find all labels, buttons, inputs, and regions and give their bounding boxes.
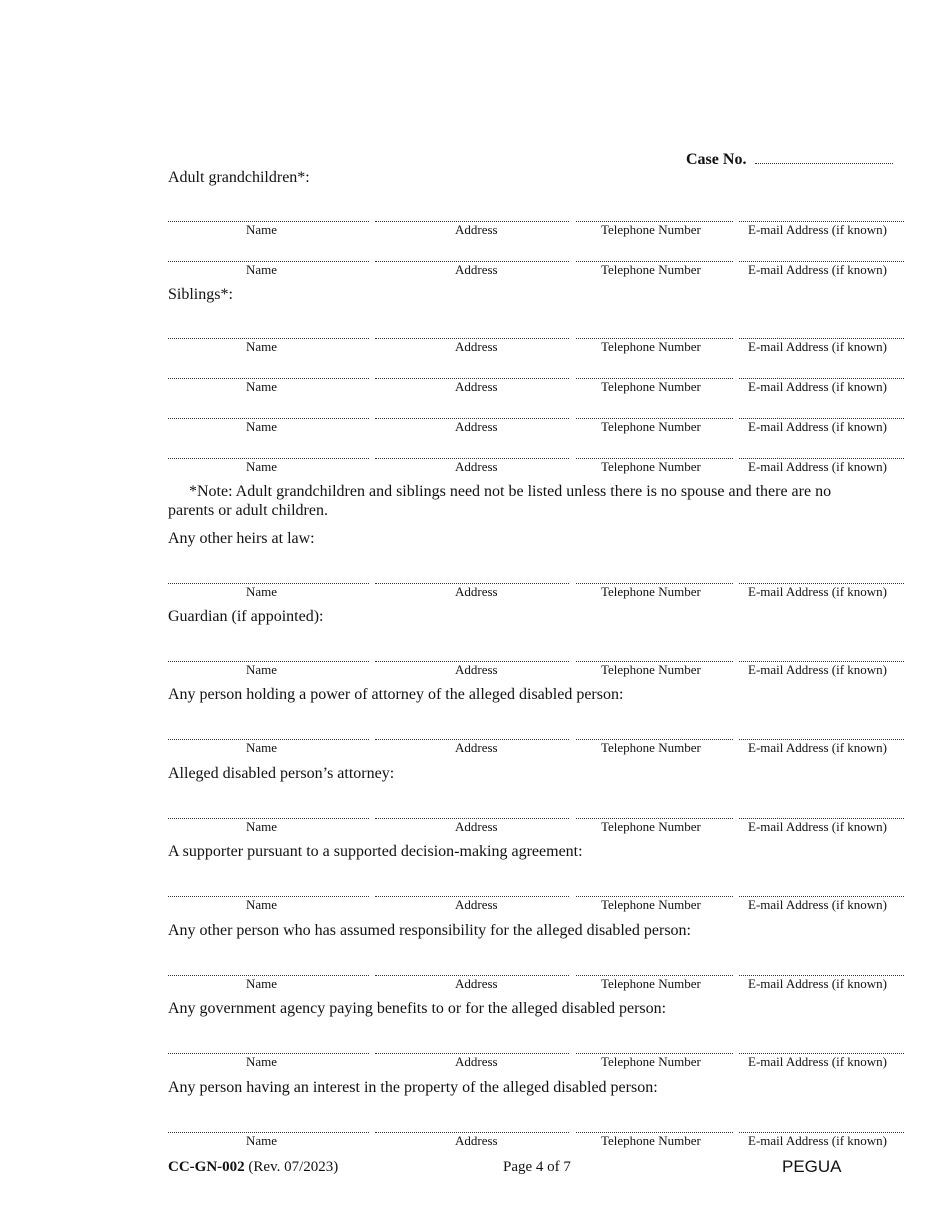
col-email-label: E-mail Address (if known)	[748, 222, 888, 237]
col-telephone-label: Telephone Number	[601, 459, 701, 474]
col-telephone-label: Telephone Number	[601, 819, 701, 834]
page-number: Page 4 of 7	[503, 1159, 571, 1175]
note-text	[168, 482, 888, 520]
col-name-label: Name	[246, 262, 278, 277]
col-address-label: Address	[455, 339, 498, 354]
case-number-label: Case No.	[686, 151, 747, 168]
col-address-label: Address	[455, 419, 498, 434]
section-heading: Guardian (if appointed):	[168, 608, 324, 625]
form-code-footer	[168, 1159, 338, 1176]
col-telephone-label: Telephone Number	[601, 1054, 701, 1069]
col-name-label: Name	[246, 459, 278, 474]
col-email-label: E-mail Address (if known)	[748, 339, 888, 354]
section-heading: Any other person who has assumed responsibility for the alleged disabled person:	[168, 922, 691, 939]
col-email-label: E-mail Address (if known)	[748, 740, 888, 755]
footer-mark: PEGUA	[782, 1157, 842, 1176]
col-email-label: E-mail Address (if known)	[748, 1133, 888, 1148]
section-heading: A supporter pursuant to a supported decision-making agreement:	[168, 843, 583, 860]
col-email-label: E-mail Address (if known)	[748, 262, 888, 277]
col-telephone-label: Telephone Number	[601, 976, 701, 991]
col-telephone-label: Telephone Number	[601, 897, 701, 912]
col-telephone-label: Telephone Number	[601, 262, 701, 277]
col-telephone-label: Telephone Number	[601, 1133, 701, 1148]
col-address-label: Address	[455, 897, 498, 912]
col-name-label: Name	[246, 1133, 278, 1148]
col-name-label: Name	[246, 740, 278, 755]
col-address-label: Address	[455, 262, 498, 277]
form-revision: (Rev. 07/2023)	[248, 1159, 339, 1175]
col-address-label: Address	[455, 740, 498, 755]
col-name-label: Name	[246, 222, 278, 237]
col-email-label: E-mail Address (if known)	[748, 419, 888, 434]
col-name-label: Name	[246, 584, 278, 599]
col-name-label: Name	[246, 339, 278, 354]
col-address-label: Address	[455, 1133, 498, 1148]
col-email-label: E-mail Address (if known)	[748, 379, 888, 394]
col-email-label: E-mail Address (if known)	[748, 976, 888, 991]
col-email-label: E-mail Address (if known)	[748, 584, 888, 599]
col-telephone-label: Telephone Number	[601, 339, 701, 354]
col-telephone-label: Telephone Number	[601, 379, 701, 394]
col-address-label: Address	[455, 222, 498, 237]
section-heading: Any other heirs at law:	[168, 530, 315, 547]
section-heading: Adult grandchildren*:	[168, 169, 310, 186]
col-address-label: Address	[455, 662, 498, 677]
col-email-label: E-mail Address (if known)	[748, 1054, 888, 1069]
col-telephone-label: Telephone Number	[601, 419, 701, 434]
note-line-1: *Note: Adult grandchildren and siblings need not be listed unless there is no spouse and there are no	[189, 483, 832, 500]
col-name-label: Name	[246, 419, 278, 434]
section-heading: Any person having an interest in the property of the alleged disabled person:	[168, 1079, 658, 1096]
col-address-label: Address	[455, 976, 498, 991]
note-line-2: parents or adult children.	[168, 502, 328, 519]
col-email-label: E-mail Address (if known)	[748, 459, 888, 474]
col-name-label: Name	[246, 1054, 278, 1069]
col-name-label: Name	[246, 379, 278, 394]
col-address-label: Address	[455, 819, 498, 834]
section-heading: Any government agency paying benefits to or for the alleged disabled person:	[168, 1000, 667, 1017]
col-name-label: Name	[246, 819, 278, 834]
col-address-label: Address	[455, 459, 498, 474]
col-telephone-label: Telephone Number	[601, 662, 701, 677]
case-number-line[interactable]	[755, 163, 893, 164]
col-telephone-label: Telephone Number	[601, 222, 701, 237]
col-address-label: Address	[455, 1054, 498, 1069]
col-telephone-label: Telephone Number	[601, 584, 701, 599]
col-email-label: E-mail Address (if known)	[748, 819, 888, 834]
col-email-label: E-mail Address (if known)	[748, 897, 888, 912]
col-email-label: E-mail Address (if known)	[748, 662, 888, 677]
col-address-label: Address	[455, 584, 498, 599]
col-address-label: Address	[455, 379, 498, 394]
form-code: CC-GN-002	[168, 1159, 245, 1175]
section-heading: Alleged disabled person’s attorney:	[168, 765, 395, 782]
col-name-label: Name	[246, 897, 278, 912]
section-heading: Any person holding a power of attorney of the alleged disabled person:	[168, 686, 624, 703]
col-name-label: Name	[246, 662, 278, 677]
col-name-label: Name	[246, 976, 278, 991]
col-telephone-label: Telephone Number	[601, 740, 701, 755]
section-heading: Siblings*:	[168, 286, 233, 303]
